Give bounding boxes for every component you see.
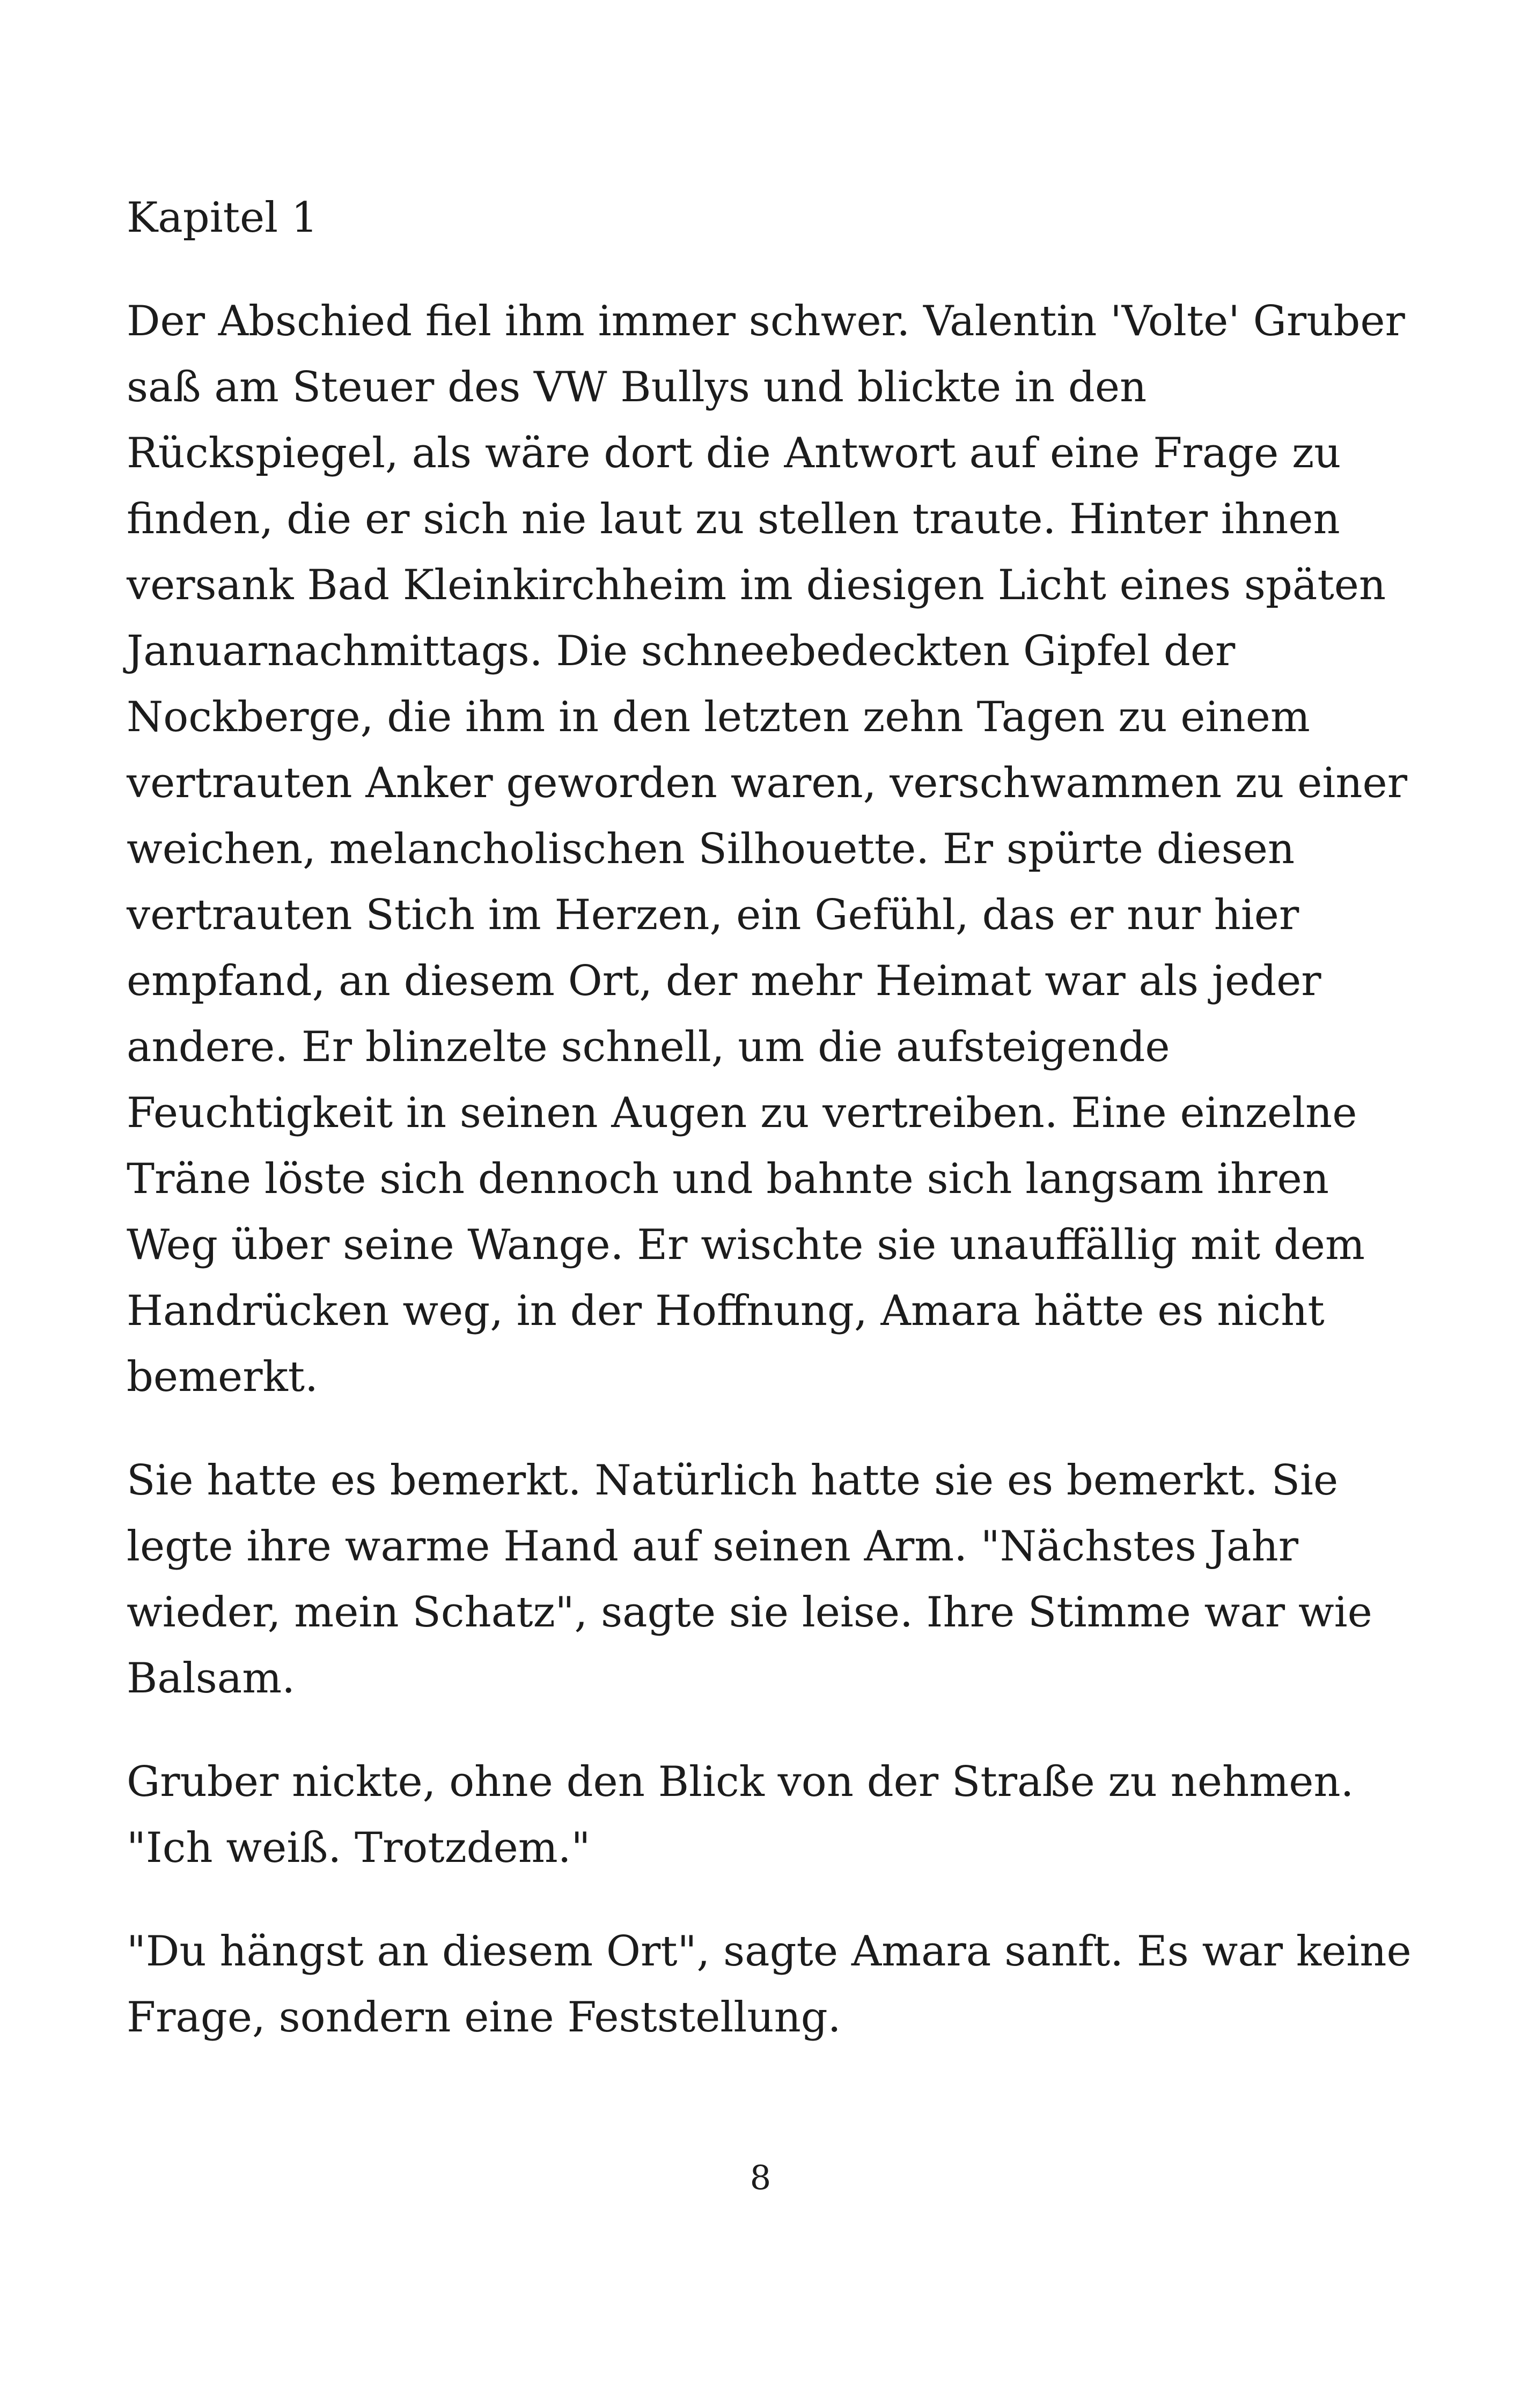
text-line: Balsam. <box>127 1654 296 1703</box>
paragraph-2 <box>127 1448 1404 1712</box>
text-line: Weg über seine Wange. Er wischte sie unauffällig mit dem <box>127 1221 1365 1269</box>
text-line: wieder, mein Schatz", sagte sie leise. Ihre Stimme war wie <box>127 1588 1372 1637</box>
text-line: vertrauten Anker geworden waren, verschwammen zu einer <box>127 759 1407 807</box>
text-line: Rückspiegel, als wäre dort die Antwort auf eine Frage zu <box>127 429 1341 477</box>
text-line: Der Abschied fiel ihm immer schwer. Valentin 'Volte' Gruber <box>127 297 1405 345</box>
text-line: bemerkt. <box>127 1353 318 1401</box>
page-body <box>127 185 1412 2088</box>
text-line: Sie hatte es bemerkt. Natürlich hatte sie es bemerkt. Sie <box>127 1456 1339 1505</box>
text-line: Januarnachmittags. Die schneebedeckten Gipfel der <box>127 627 1236 675</box>
text-line: weichen, melancholischen Silhouette. Er spürte diesen <box>127 825 1295 873</box>
text-line: saß am Steuer des VW Bullys und blickte in den <box>127 363 1147 411</box>
text-line: Träne löste sich dennoch und bahnte sich langsam ihren <box>127 1155 1329 1203</box>
text-line: empfand, an diesem Ort, der mehr Heimat war als jeder <box>127 957 1321 1005</box>
text-line: Nockberge, die ihm in den letzten zehn Tagen zu einem <box>127 693 1310 741</box>
text-line: vertrauten Stich im Herzen, ein Gefühl, das er nur hier <box>127 891 1299 939</box>
chapter-title: Kapitel 1 <box>127 194 318 242</box>
page-number: 8 <box>750 2158 771 2197</box>
text-line: Gruber nickte, ohne den Blick von der Straße zu nehmen. <box>127 1758 1354 1806</box>
paragraph-3 <box>127 1749 1404 1881</box>
text-line: versank Bad Kleinkirchheim im diesigen Licht eines späten <box>127 561 1386 609</box>
text-line: finden, die er sich nie laut zu stellen traute. Hinter ihnen <box>127 495 1340 543</box>
text-line: Feuchtigkeit in seinen Augen zu vertreiben. Eine einzelne <box>127 1089 1357 1137</box>
text-line: "Ich weiß. Trotzdem." <box>127 1824 591 1872</box>
text-line: Frage, sondern eine Feststellung. <box>127 1993 841 2042</box>
paragraph-4 <box>127 1919 1412 2051</box>
paragraph-1 <box>127 289 1407 1410</box>
text-line: andere. Er blinzelte schnell, um die aufsteigende <box>127 1023 1170 1071</box>
text-line: Handrücken weg, in der Hoffnung, Amara hätte es nicht <box>127 1287 1325 1335</box>
text-line: legte ihre warme Hand auf seinen Arm. "Nächstes Jahr <box>127 1522 1299 1571</box>
text-line: "Du hängst an diesem Ort", sagte Amara sanft. Es war keine <box>127 1927 1412 1976</box>
